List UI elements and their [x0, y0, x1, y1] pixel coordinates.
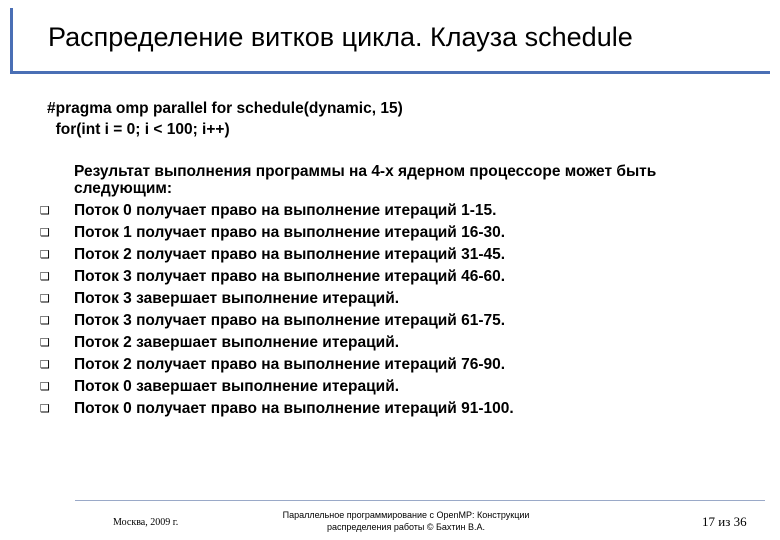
- hollow-square-bullet-icon: ❑: [40, 358, 50, 371]
- code-block: [47, 98, 403, 140]
- code-line-for: for(int i = 0; i < 100; i++): [47, 121, 230, 138]
- hollow-square-bullet-icon: ❑: [40, 380, 50, 393]
- slide-title: Распределение витков цикла. Клауза schedule: [48, 22, 633, 52]
- bullet-text: Поток 3 получает право на выполнение итераций 46-60.: [74, 268, 506, 285]
- hollow-square-bullet-icon: ❑: [40, 270, 50, 283]
- hollow-square-bullet-icon: ❑: [40, 248, 50, 261]
- footer-location-date: Москва, 2009 г.: [113, 517, 179, 528]
- title-bar: [10, 8, 770, 74]
- title-accent-horizontal-line: [10, 71, 770, 74]
- hollow-square-bullet-icon: ❑: [40, 402, 50, 415]
- hollow-square-bullet-icon: ❑: [40, 204, 50, 217]
- bullet-text: Поток 1 получает право на выполнение итераций 16-30.: [74, 224, 506, 241]
- hollow-square-bullet-icon: ❑: [40, 292, 50, 305]
- footer-course-title: [248, 509, 564, 533]
- bullet-text: Поток 2 завершает выполнение итераций.: [74, 334, 400, 351]
- bullet-text: Поток 3 завершает выполнение итераций.: [74, 290, 400, 307]
- intro-text: Результат выполнения программы на 4-х ядерном процессоре может быть следующим:: [74, 163, 657, 197]
- bullet-text: Поток 0 завершает выполнение итераций.: [74, 378, 400, 395]
- title-accent-vertical-line: [10, 8, 13, 74]
- footer-divider: [75, 500, 765, 501]
- bullet-text: Поток 2 получает право на выполнение итераций 31-45.: [74, 246, 506, 263]
- bullet-text: Поток 0 получает право на выполнение итераций 91-100.: [74, 400, 514, 417]
- bullet-text: Поток 2 получает право на выполнение итераций 76-90.: [74, 356, 506, 373]
- footer-course-line-1: Параллельное программирование с OpenMP: Конструкции: [282, 510, 530, 520]
- hollow-square-bullet-icon: ❑: [40, 314, 50, 327]
- code-line-pragma: #pragma omp parallel for schedule(dynamic, 15): [47, 100, 403, 117]
- bullet-text: Поток 3 получает право на выполнение итераций 61-75.: [74, 312, 506, 329]
- page-number: 17 из 36: [702, 514, 747, 529]
- hollow-square-bullet-icon: ❑: [40, 336, 50, 349]
- footer-course-line-2: распределения работы © Бахтин В.А.: [327, 522, 485, 532]
- hollow-square-bullet-icon: ❑: [40, 226, 50, 239]
- bullet-text: Поток 0 получает право на выполнение итераций 1-15.: [74, 202, 497, 219]
